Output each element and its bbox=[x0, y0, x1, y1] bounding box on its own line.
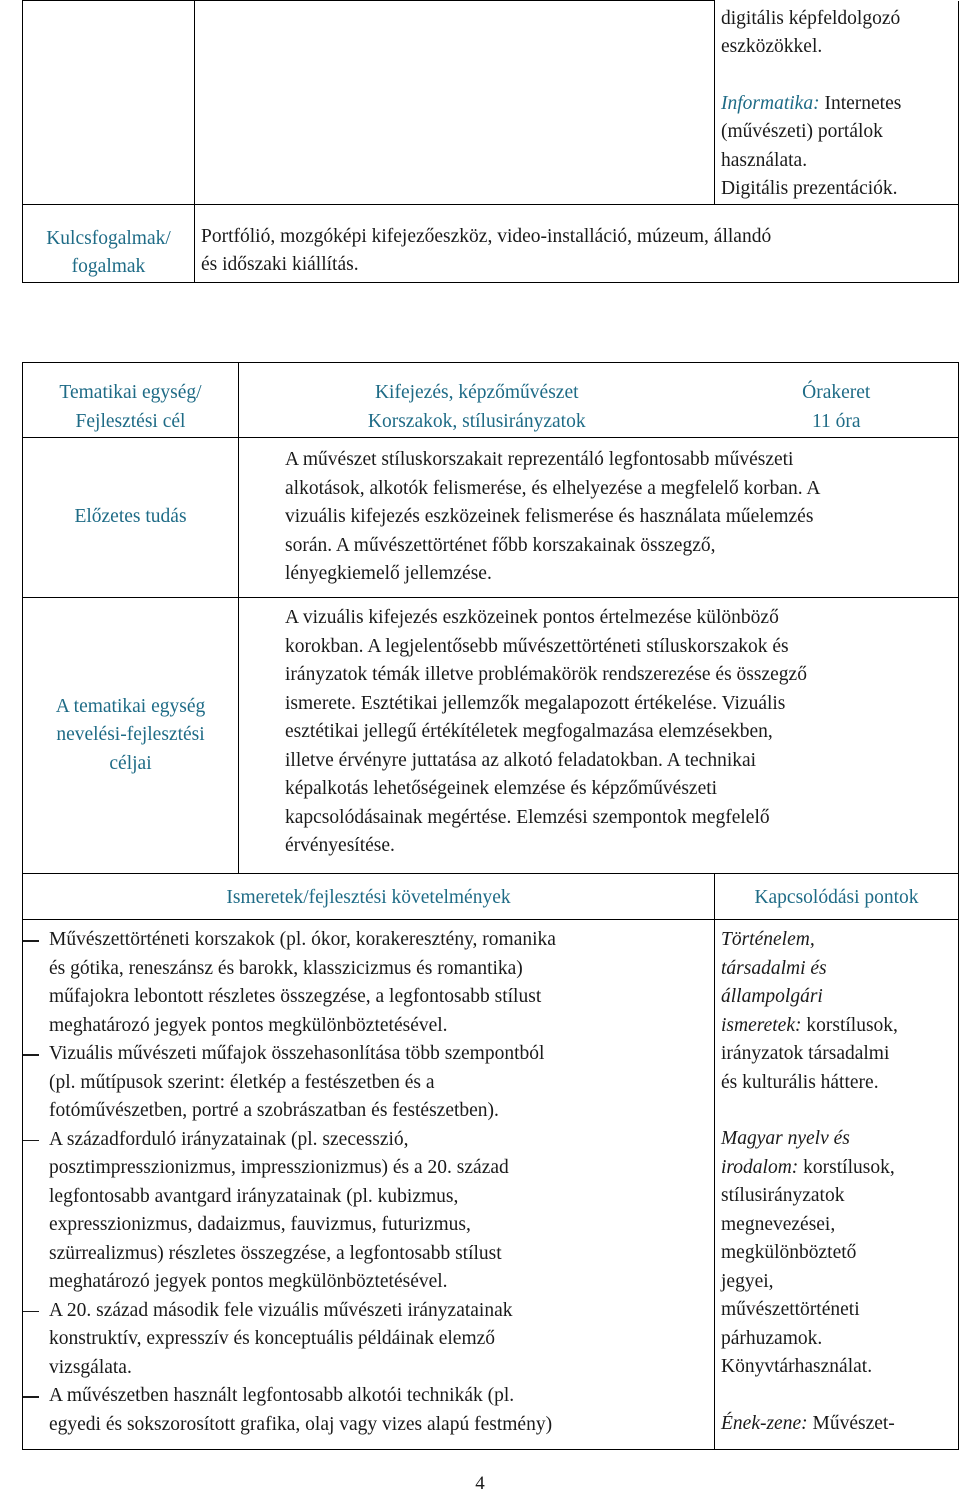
celjai-line-5: esztétikai jellegű értékítéletek megfogalmazása elemzésekben, bbox=[285, 721, 773, 742]
kulcsfogalmak-text-cell bbox=[195, 204, 959, 282]
kapcs-magyar-4: megnevezései, bbox=[721, 1213, 836, 1235]
kapcs-enek-rest: Művészet- bbox=[807, 1412, 895, 1434]
list-item-line: és gótika, reneszánsz és barokk, klasszicizmus és romantika) bbox=[49, 957, 523, 979]
title-line-1: Kifejezés, képzőművészet bbox=[374, 382, 579, 403]
list-item-line: egyedi és sokszorosított grafika, olaj vagy vizes alapú festmény) bbox=[49, 1413, 553, 1435]
kapcs-tortenelem-4-rest: korstílusok, bbox=[801, 1014, 898, 1036]
list-item-line: (pl. műtípusok szerint: életkép a festészetben és a bbox=[49, 1071, 435, 1093]
kapcs-magyar-2-italic: irodalom: bbox=[721, 1156, 799, 1178]
orakeret-label: Órakeret bbox=[802, 382, 871, 403]
list-item-line: meghatározó jegyek pontos megkülönböztetésével. bbox=[49, 1271, 448, 1292]
celjai-label-3: céljai bbox=[109, 752, 152, 774]
list-item-line: legfontosabb avantgard irányzatainak (pl. kubizmus, bbox=[49, 1185, 459, 1207]
kapcsolodasi-header-cell bbox=[715, 874, 959, 920]
elozetes-line-5: lényegkiemelő jellemzése. bbox=[285, 563, 492, 584]
kapcs-magyar-8: párhuzamok. bbox=[721, 1327, 823, 1349]
right-col-line-2: eszközökkel. bbox=[721, 36, 823, 57]
celjai-line-2: korokban. A legjelentősebb művészettörténeti stíluskorszakok és bbox=[285, 635, 789, 657]
celjai-line-9: érvényesítése. bbox=[285, 835, 395, 856]
list-item-line: Művészettörténeti korszakok (pl. ókor, korakeresztény, romanika bbox=[49, 929, 556, 950]
list-item-line: szürrealizmus) részletes összegzése, a legfontosabb stílust bbox=[49, 1242, 502, 1264]
kulcsfogalmak-label-2: fogalmak bbox=[71, 256, 146, 277]
celjai-label-1: A tematikai egység bbox=[55, 695, 206, 717]
celjai-label-2: nevelési-fejlesztési bbox=[56, 724, 205, 746]
list-item-line: műfajokra lebontott részletes összegzése, a legfontosabb stílust bbox=[49, 986, 542, 1007]
kapcs-magyar-7: művészettörténeti bbox=[721, 1299, 860, 1320]
ismeretek-list bbox=[23, 926, 714, 1439]
page-number: 4 bbox=[475, 1473, 485, 1494]
list-item-line: meghatározó jegyek pontos megkülönböztetésével. bbox=[49, 1014, 448, 1036]
list-item-line: vizsgálata. bbox=[49, 1356, 132, 1378]
informatika-label: Informatika: bbox=[721, 92, 820, 114]
kapcs-magyar-6: jegyei, bbox=[721, 1270, 774, 1292]
list-item-line: fotóművészetben, portré a szobrászatban és festészetben). bbox=[49, 1100, 499, 1121]
celjai-text-cell bbox=[239, 598, 959, 874]
list-item bbox=[23, 1382, 714, 1439]
title-line-2: Korszakok, stílusirányzatok bbox=[367, 410, 586, 432]
informatika-rest: Internetes bbox=[819, 92, 902, 114]
elozetes-line-4: során. A művészettörténet főbb korszakainak összegző, bbox=[285, 534, 716, 556]
celjai-label-cell bbox=[23, 598, 239, 874]
kulcsfogalmak-text-2: és időszaki kiállítás. bbox=[201, 254, 359, 275]
kapcs-enek-italic: Ének-zene: bbox=[721, 1412, 808, 1434]
list-item-line: Vizuális művészeti műfajok összehasonlítása több szempontból bbox=[49, 1043, 545, 1064]
kapcs-tortenelem-4 bbox=[721, 1012, 958, 1041]
right-col-line-1: digitális képfeldolgozó bbox=[721, 7, 901, 29]
kapcsolodas-cell-top bbox=[715, 1, 959, 205]
tematikai-title-cell bbox=[239, 363, 715, 438]
list-item bbox=[23, 1040, 714, 1126]
kapcs-tortenelem-3: állampolgári bbox=[721, 986, 823, 1007]
ismeretek-header: Ismeretek/fejlesztési követelmények bbox=[226, 887, 511, 908]
top-table bbox=[22, 0, 959, 283]
tematikai-label-cell bbox=[23, 363, 239, 438]
kapcsolodasi-header: Kapcsolódási pontok bbox=[754, 887, 919, 908]
informatika-line-3: használata. bbox=[721, 149, 808, 171]
elozetes-line-2: alkotások, alkotók felismerése, és elhelyezése a megfelelő korban. A bbox=[285, 477, 821, 499]
celjai-line-3: irányzatok témák illetve problémakörök rendszerezése és összegző bbox=[285, 664, 807, 685]
informatika-line-4: Digitális prezentációk. bbox=[721, 178, 898, 199]
celjai-line-8: kapcsolódásainak megértése. Elemzési szempontok megfelelő bbox=[285, 806, 770, 828]
elozetes-line-1: A művészet stíluskorszakait reprezentáló legfontosabb művészeti bbox=[285, 449, 794, 470]
list-item bbox=[23, 926, 714, 1040]
kapcs-tortenelem-4-italic: ismeretek: bbox=[721, 1014, 802, 1036]
kapcs-tortenelem-6: és kulturális háttere. bbox=[721, 1071, 879, 1093]
elozetes-label-cell bbox=[23, 438, 239, 598]
ismeretek-header-cell bbox=[23, 874, 715, 920]
elozetes-text-cell bbox=[239, 438, 959, 598]
kapcs-magyar-9: Könyvtárhasználat. bbox=[721, 1356, 873, 1377]
kapcs-magyar-3: stílusirányzatok bbox=[721, 1185, 845, 1206]
list-item-line: konstruktív, expresszív és konceptuális példáinak elemző bbox=[49, 1328, 496, 1349]
kulcsfogalmak-text-1: Portfólió, mozgóképi kifejezőeszköz, video-installáció, múzeum, állandó bbox=[201, 225, 772, 247]
informatika-line bbox=[721, 90, 958, 119]
list-item-line: A századforduló irányzatainak (pl. szecesszió, bbox=[49, 1128, 409, 1150]
kapcs-tortenelem-2: társadalmi és bbox=[721, 957, 827, 979]
celjai-line-7: képalkotás lehetőségeinek elemzése és képzőművészeti bbox=[285, 778, 718, 799]
kulcsfogalmak-label-1: Kulcsfogalmak/ bbox=[46, 227, 171, 249]
kapcs-magyar-2-rest: korstílusok, bbox=[798, 1156, 895, 1178]
ismeretek-content-cell bbox=[23, 920, 715, 1450]
tematikai-label-1: Tematikai egység/ bbox=[59, 382, 202, 403]
kapcs-tortenelem-5: irányzatok társadalmi bbox=[721, 1043, 890, 1064]
kapcs-magyar-2 bbox=[721, 1154, 958, 1183]
orakeret-value: 11 óra bbox=[811, 410, 861, 432]
orakeret-cell bbox=[715, 363, 959, 438]
list-item-line: A művészetben használt legfontosabb alkotói technikák (pl. bbox=[49, 1385, 515, 1406]
kapcs-magyar-5: megkülönböztető bbox=[721, 1242, 857, 1263]
elozetes-label: Előzetes tudás bbox=[74, 506, 187, 528]
main-table bbox=[22, 362, 959, 1450]
list-item bbox=[23, 1297, 714, 1383]
list-item bbox=[23, 1126, 714, 1297]
informatika-line-2: (művészeti) portálok bbox=[721, 121, 883, 142]
kulcsfogalmak-label-cell bbox=[23, 204, 195, 282]
elozetes-line-3: vizuális kifejezés eszközeinek felismerése és használata műelemzés bbox=[285, 506, 814, 527]
tematikai-label-2: Fejlesztési cél bbox=[75, 410, 186, 432]
top-empty-cell-middle bbox=[195, 1, 715, 205]
list-item-line: A 20. század második fele vizuális művészeti irányzatainak bbox=[49, 1299, 513, 1321]
kapcs-magyar-1: Magyar nyelv és bbox=[721, 1128, 850, 1149]
top-empty-cell-left bbox=[23, 1, 195, 205]
list-item-line: posztimpresszionizmus, impresszionizmus) és a 20. század bbox=[49, 1157, 509, 1178]
celjai-line-4: ismerete. Esztétikai jellemzők megalapozott értékelése. Vizuális bbox=[285, 692, 786, 714]
celjai-line-6: illetve érvényre juttatása az alkotó feladatokban. A technikai bbox=[285, 749, 757, 771]
kapcs-tortenelem-1: Történelem, bbox=[721, 929, 815, 950]
kapcsolodasi-content-cell bbox=[715, 920, 959, 1450]
celjai-line-1: A vizuális kifejezés eszközeinek pontos értelmezése különböző bbox=[285, 607, 779, 628]
kapcs-enek bbox=[721, 1410, 958, 1439]
list-item-line: expresszionizmus, dadaizmus, fauvizmus, futurizmus, bbox=[49, 1214, 471, 1235]
